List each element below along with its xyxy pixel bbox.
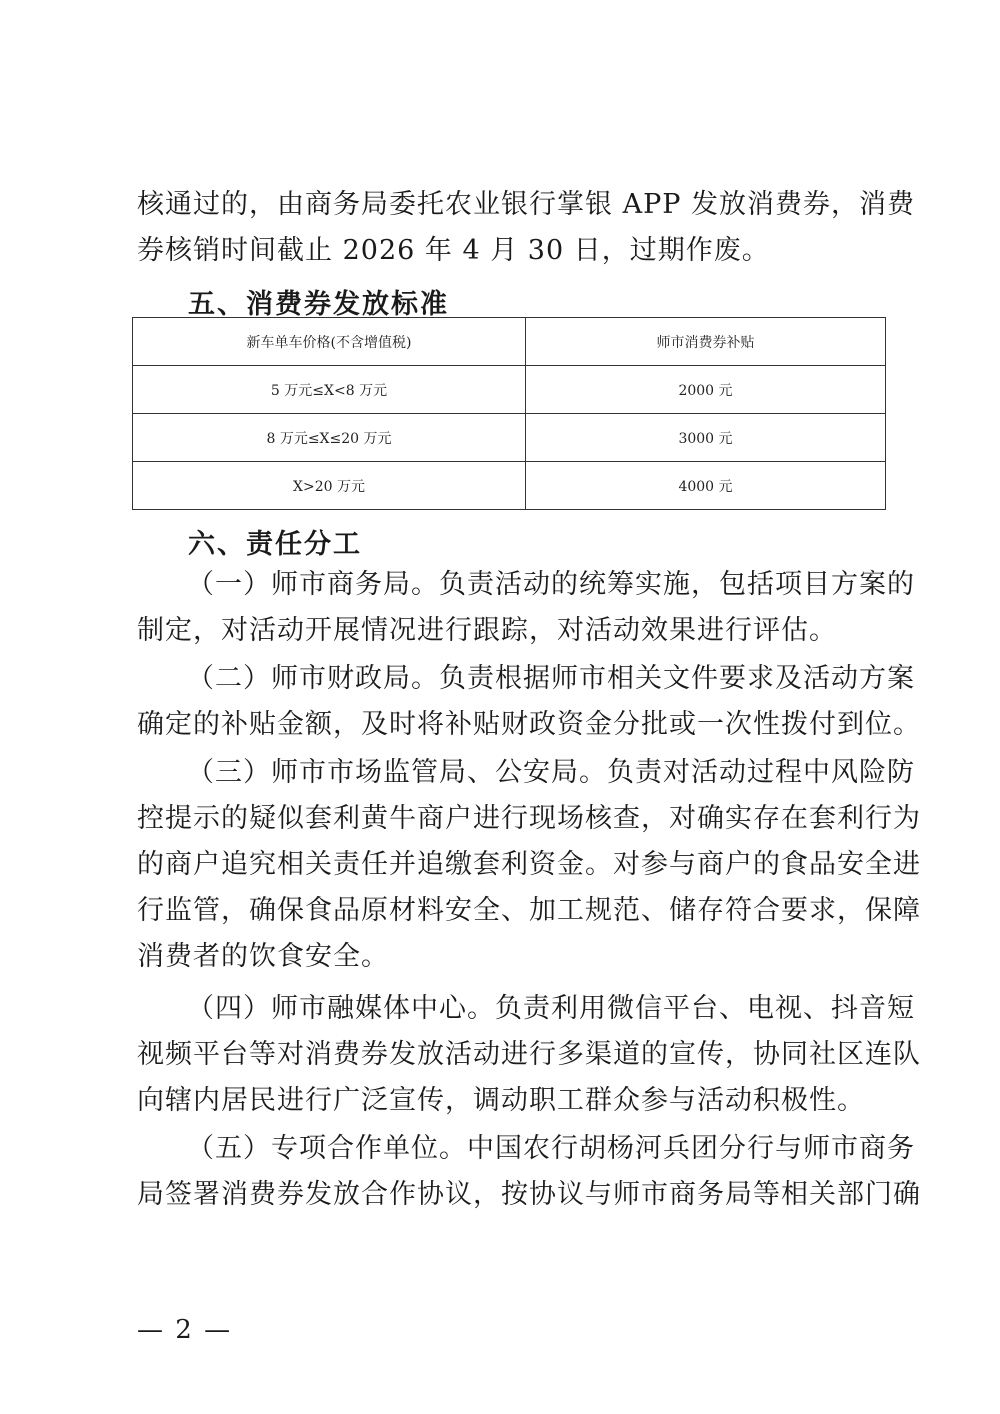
- table-cell: 4000 元: [526, 462, 886, 510]
- duty-paragraph-market-police: [137, 750, 921, 980]
- text-line: 券核销时间截止 2026 年 4 月 30 日，过期作废。: [137, 235, 770, 266]
- table-cell: 8 万元≤X≤20 万元: [133, 414, 526, 462]
- duty-paragraph-partner: [137, 1126, 921, 1218]
- page-number: — 2 —: [137, 1315, 233, 1345]
- text-line: 核通过的，由商务局委托农业银行掌银 APP 发放消费券，消费: [137, 189, 915, 220]
- duty-paragraph-finance: [137, 656, 921, 748]
- text-line: 的商户追究相关责任并追缴套利资金。对参与商户的食品安全进: [137, 849, 921, 880]
- subsidy-standard-table: [132, 317, 886, 510]
- table-row: [133, 462, 886, 510]
- intro-paragraph: [137, 182, 915, 274]
- section-6-heading: 六、责任分工: [188, 529, 362, 560]
- text-line: 控提示的疑似套利黄牛商户进行现场核查，对确实存在套利行为: [137, 803, 921, 834]
- text-line: 消费者的饮食安全。: [137, 941, 389, 972]
- text-line: 向辖内居民进行广泛宣传，调动职工群众参与活动积极性。: [137, 1085, 865, 1116]
- text-line: 确定的补贴金额，及时将补贴财政资金分批或一次性拨付到位。: [137, 709, 921, 740]
- text-line: 行监管，确保食品原材料安全、加工规范、储存符合要求，保障: [137, 895, 921, 926]
- table-cell: X>20 万元: [133, 462, 526, 510]
- text-line: 局签署消费券发放合作协议，按协议与师市商务局等相关部门确: [137, 1179, 921, 1210]
- text-line: 视频平台等对消费券发放活动进行多渠道的宣传，协同社区连队: [137, 1039, 921, 1070]
- duty-paragraph-media: [137, 986, 921, 1124]
- table-header-cell: 新车单车价格(不含增值税): [133, 318, 526, 366]
- table-cell: 5 万元≤X<8 万元: [133, 366, 526, 414]
- duty-paragraph-commerce: [137, 562, 915, 654]
- table-cell: 3000 元: [526, 414, 886, 462]
- text-line: （五）专项合作单位。中国农行胡杨河兵团分行与师市商务: [187, 1133, 915, 1164]
- table-header-row: [133, 318, 886, 366]
- text-line: 制定，对活动开展情况进行跟踪，对活动效果进行评估。: [137, 615, 837, 646]
- table-row: [133, 366, 886, 414]
- section-5-heading: 五、消费券发放标准: [188, 289, 449, 320]
- text-line: （四）师市融媒体中心。负责利用微信平台、电视、抖音短: [187, 993, 915, 1024]
- table-cell: 2000 元: [526, 366, 886, 414]
- table-header-cell: 师市消费券补贴: [526, 318, 886, 366]
- text-line: （一）师市商务局。负责活动的统筹实施，包括项目方案的: [187, 569, 915, 600]
- table-row: [133, 414, 886, 462]
- text-line: （二）师市财政局。负责根据师市相关文件要求及活动方案: [187, 663, 915, 694]
- text-line: （三）师市市场监管局、公安局。负责对活动过程中风险防: [187, 757, 915, 788]
